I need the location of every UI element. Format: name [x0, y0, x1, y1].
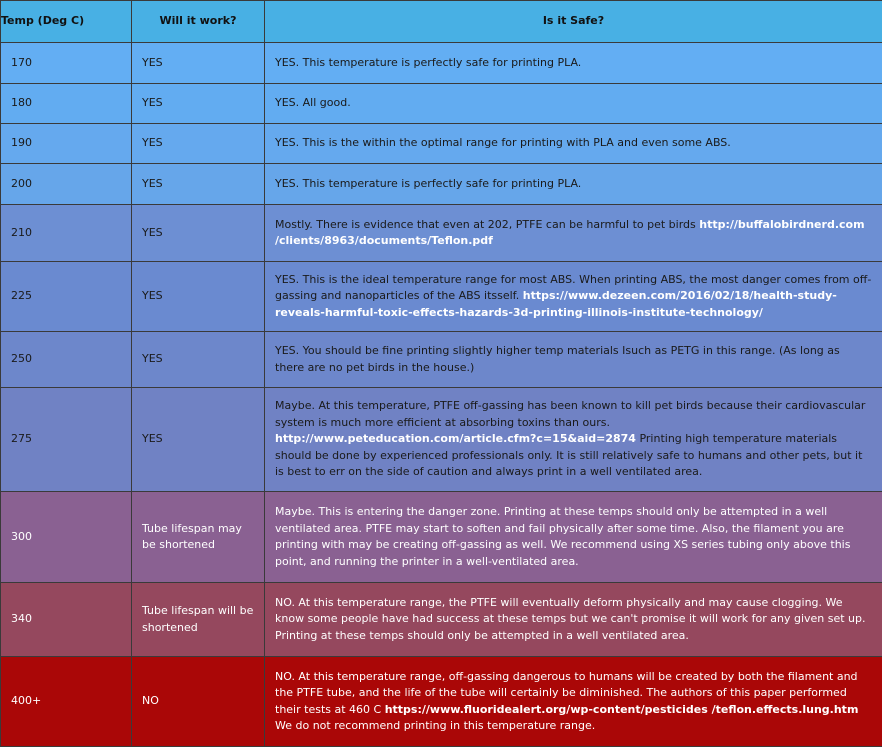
safety-text: YES. This is the ideal temperature range for most ABS. When printing ABS, the most danger comes from off-gassing and nanoparticles of the ABS itsself. — [275, 272, 872, 303]
cell-temp: 400+ — [1, 657, 132, 747]
cell-temp: 190 — [1, 124, 132, 164]
cell-will-it-work: NO — [132, 657, 265, 747]
table-row — [1, 84, 882, 124]
cell-will-it-work: YES — [132, 205, 265, 262]
safety-text: YES. All good. — [275, 96, 351, 110]
table-row — [1, 492, 882, 583]
safety-text: YES. This temperature is perfectly safe for printing PLA. — [275, 176, 582, 190]
cell-is-it-safe — [265, 262, 882, 332]
table-row — [1, 205, 882, 262]
cell-temp: 300 — [1, 492, 132, 583]
cell-temp: 275 — [1, 388, 132, 492]
cell-will-it-work: YES — [132, 164, 265, 205]
cell-temp: 200 — [1, 164, 132, 205]
cell-is-it-safe — [265, 492, 882, 583]
reference-link[interactable]: http://buffalobirdnerd.com /clients/8963/documents/Teflon.pdf — [275, 217, 865, 247]
safety-text: YES. You should be fine printing slightly higher temp materials Isuch as PETG in this range. (As long as there are no pet birds in the house.) — [275, 344, 840, 374]
table-row — [1, 262, 882, 332]
cell-will-it-work: Tube lifespan will be shortened — [132, 583, 265, 657]
cell-is-it-safe — [265, 164, 882, 205]
header-temp: Temp (Deg C) — [1, 1, 132, 43]
table-row — [1, 43, 882, 84]
cell-is-it-safe — [265, 124, 882, 164]
cell-temp: 180 — [1, 84, 132, 124]
header-is-it-safe: Is it Safe? — [265, 1, 882, 43]
cell-is-it-safe — [265, 43, 882, 84]
cell-is-it-safe — [265, 205, 882, 262]
safety-text: Maybe. At this temperature, PTFE off-gassing has been known to kill pet birds because their cardiovascular system is much more efficient at absorbing toxins than ours. — [275, 399, 866, 429]
cell-will-it-work: YES — [132, 124, 265, 164]
safety-text: YES. This is the within the optimal range for printing with PLA and even some ABS. — [275, 136, 731, 150]
reference-link[interactable]: https://www.fluoridealert.org/wp-content/pesticides /teflon.effects.lung.htm — [384, 702, 859, 716]
cell-temp: 210 — [1, 205, 132, 262]
cell-will-it-work: YES — [132, 262, 265, 332]
cell-temp: 170 — [1, 43, 132, 84]
safety-text: Printing high temperature materials should be done by experienced professionals only. It is still relatively safe to humans and other pets, but it is best to err on the side of caution and always print in a well ventilated area. — [275, 432, 863, 479]
reference-link[interactable]: https://www.dezeen.com/2016/02/18/health-study-reveals-harmful-toxic-effects-hazards-3d-printing-illinois-institute-technology/ — [275, 289, 837, 319]
cell-will-it-work: YES — [132, 84, 265, 124]
table-body — [1, 43, 882, 747]
cell-will-it-work: YES — [132, 388, 265, 492]
safety-text: We do not recommend printing in this temperature range. — [275, 719, 596, 732]
cell-temp: 250 — [1, 332, 132, 388]
table-row — [1, 388, 882, 492]
cell-will-it-work: YES — [132, 332, 265, 388]
reference-link[interactable]: http://www.peteducation.com/article.cfm?c=15&aid=2874 — [275, 432, 636, 446]
cell-will-it-work: Tube lifespan may be shortened — [132, 492, 265, 583]
cell-temp: 225 — [1, 262, 132, 332]
table-row — [1, 657, 882, 747]
header-will-it-work: Will it work? — [132, 1, 265, 43]
table-row — [1, 583, 882, 657]
safety-text: NO. At this temperature range, off-gassing dangerous to humans will be created by both the filament and the PTFE tube, and the life of the tube will certainly be diminished. The authors of this paper performed their tests at 460 C — [275, 669, 858, 716]
header-row — [1, 1, 882, 43]
safety-text: YES. This temperature is perfectly safe for printing PLA. — [275, 55, 582, 69]
table-row — [1, 164, 882, 205]
table-row — [1, 124, 882, 164]
cell-is-it-safe — [265, 332, 882, 388]
safety-text: Mostly. There is evidence that even at 202, PTFE can be harmful to pet birds — [275, 217, 700, 231]
safety-text: Maybe. This is entering the danger zone. Printing at these temps should only be attempted in a well ventilated area. PTFE may start to soften and fail physically after some time. Also, the filament you are printing with may be creating off-gassing as well. We recommend using XS series tubing only above this point, and running the printer in a well-ventilated area. — [275, 505, 851, 568]
cell-is-it-safe — [265, 84, 882, 124]
cell-temp: 340 — [1, 583, 132, 657]
cell-is-it-safe — [265, 657, 882, 747]
table-row — [1, 332, 882, 388]
cell-is-it-safe — [265, 583, 882, 657]
cell-will-it-work: YES — [132, 43, 265, 84]
safety-text: NO. At this temperature range, the PTFE will eventually deform physically and may cause clogging. We know some people have had success at these temps but we can't promise it will work for any given set up. Printing at these temps should only be attempted in a well ventilated area. — [275, 595, 866, 642]
cell-is-it-safe — [265, 388, 882, 492]
